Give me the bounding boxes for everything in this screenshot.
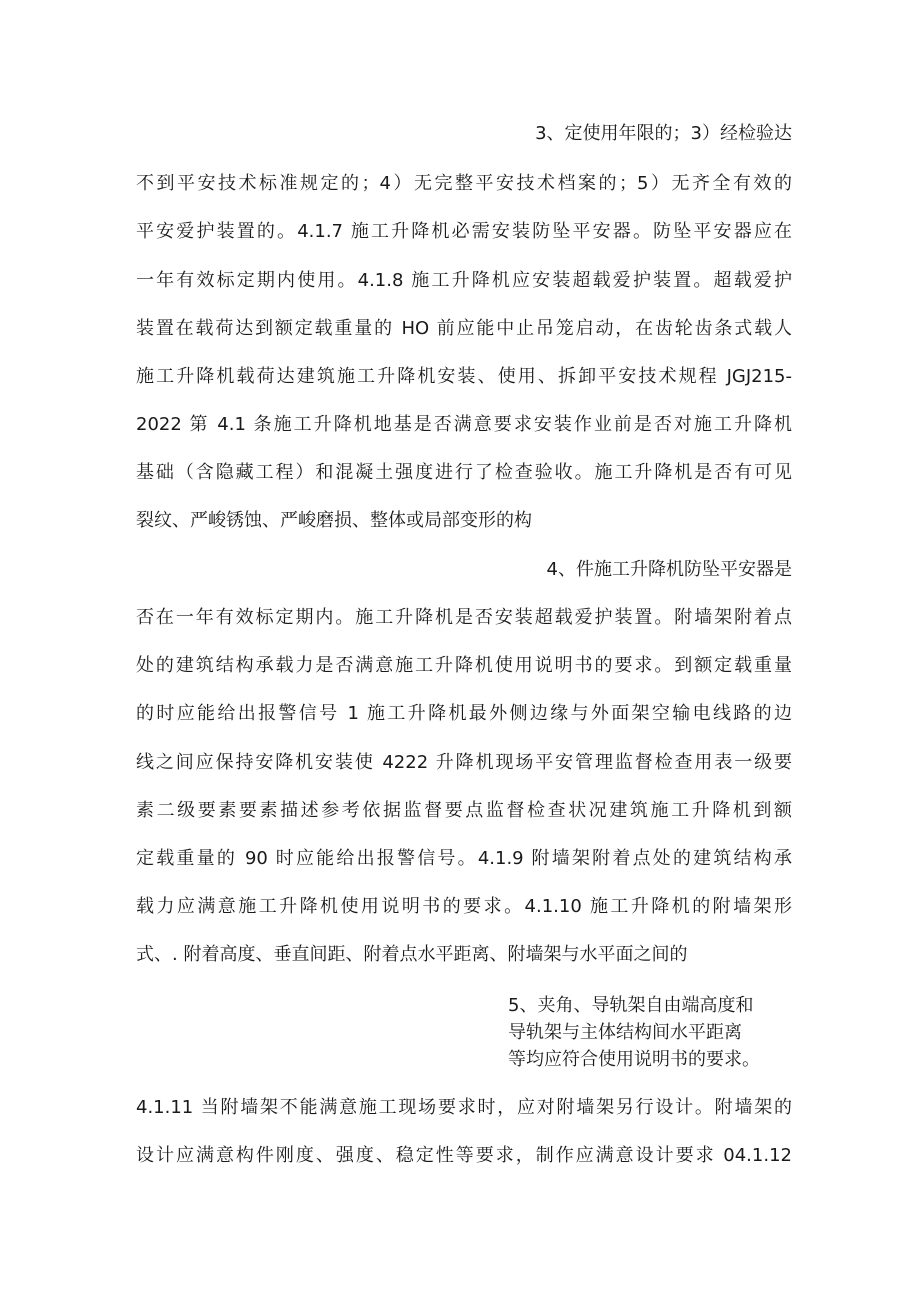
paragraph-line: 的时应能给出报警信号 1 施工升降机最外侧边缘与外面架空输电线路的边 (136, 703, 792, 724)
paragraph-line: 处的建筑结构承载力是否满意施工升降机使用说明书的要求。到额定载重量 (136, 655, 792, 676)
paragraph-line: 设计应满意构件刚度、强度、稳定性等要求，制作应满意设计要求 04.1.12 (136, 1145, 792, 1166)
paragraph-line: 线之间应保持安降机安装使 4222 升降机现场平安管理监督检查用表一级要 (136, 752, 792, 773)
paragraph-line: 平安爱护装置的。4.1.7 施工升降机必需安装防坠平安器。防坠平安器应在 (136, 221, 792, 242)
paragraph-line: 2022 第 4.1 条施工升降机地基是否满意要求安装作业前是否对施工升降机 (136, 414, 792, 435)
paragraph-line: 装置在载荷达到额定载重量的 HO 前应能中止吊笼启动，在齿轮齿条式载人 (136, 318, 792, 339)
section3-lead: 3、定使用年限的；3）经检验达 (535, 123, 792, 144)
section5-line: 等均应符合使用说明书的要求。 (508, 1049, 760, 1070)
paragraph-line: 素二级要素要素描述参考依据监督要点监督检查状况建筑施工升降机到额 (136, 800, 792, 821)
paragraph-line: 否在一年有效标定期内。施工升降机是否安装超载爱护装置。附墙架附着点 (136, 607, 792, 628)
paragraph-line: 裂纹、严峻锈蚀、严峻磨损、整体或局部变形的构 (136, 510, 532, 531)
paragraph-line: 式、. 附着高度、垂直间距、附着点水平距离、附墙架与水平面之间的 (136, 944, 688, 965)
section5-line: 5、夹角、导轨架自由端高度和 (508, 995, 754, 1016)
section4-lead: 4、件施工升降机防坠平安器是 (546, 559, 792, 580)
paragraph-line: 基础（含隐藏工程）和混凝土强度进行了检查验收。施工升降机是否有可见 (136, 462, 792, 483)
paragraph-line: 一年有效标定期内使用。4.1.8 施工升降机应安装超载爱护装置。超载爱护 (136, 270, 792, 291)
paragraph-line: 4.1.11 当附墙架不能满意施工现场要求时，应对附墙架另行设计。附墙架的 (136, 1097, 792, 1118)
paragraph-line: 定载重量的 90 时应能给出报警信号。4.1.9 附墙架附着点处的建筑结构承 (136, 848, 792, 869)
paragraph-line: 不到平安技术标准规定的；4）无完整平安技术档案的；5）无齐全有效的 (136, 173, 792, 194)
section5-line: 导轨架与主体结构间水平距离 (508, 1022, 742, 1043)
paragraph-line: 载力应满意施工升降机使用说明书的要求。4.1.10 施工升降机的附墙架形 (136, 896, 792, 917)
paragraph-line: 施工升降机载荷达建筑施工升降机安装、使用、拆卸平安技术规程 JGJ215- (136, 366, 792, 387)
